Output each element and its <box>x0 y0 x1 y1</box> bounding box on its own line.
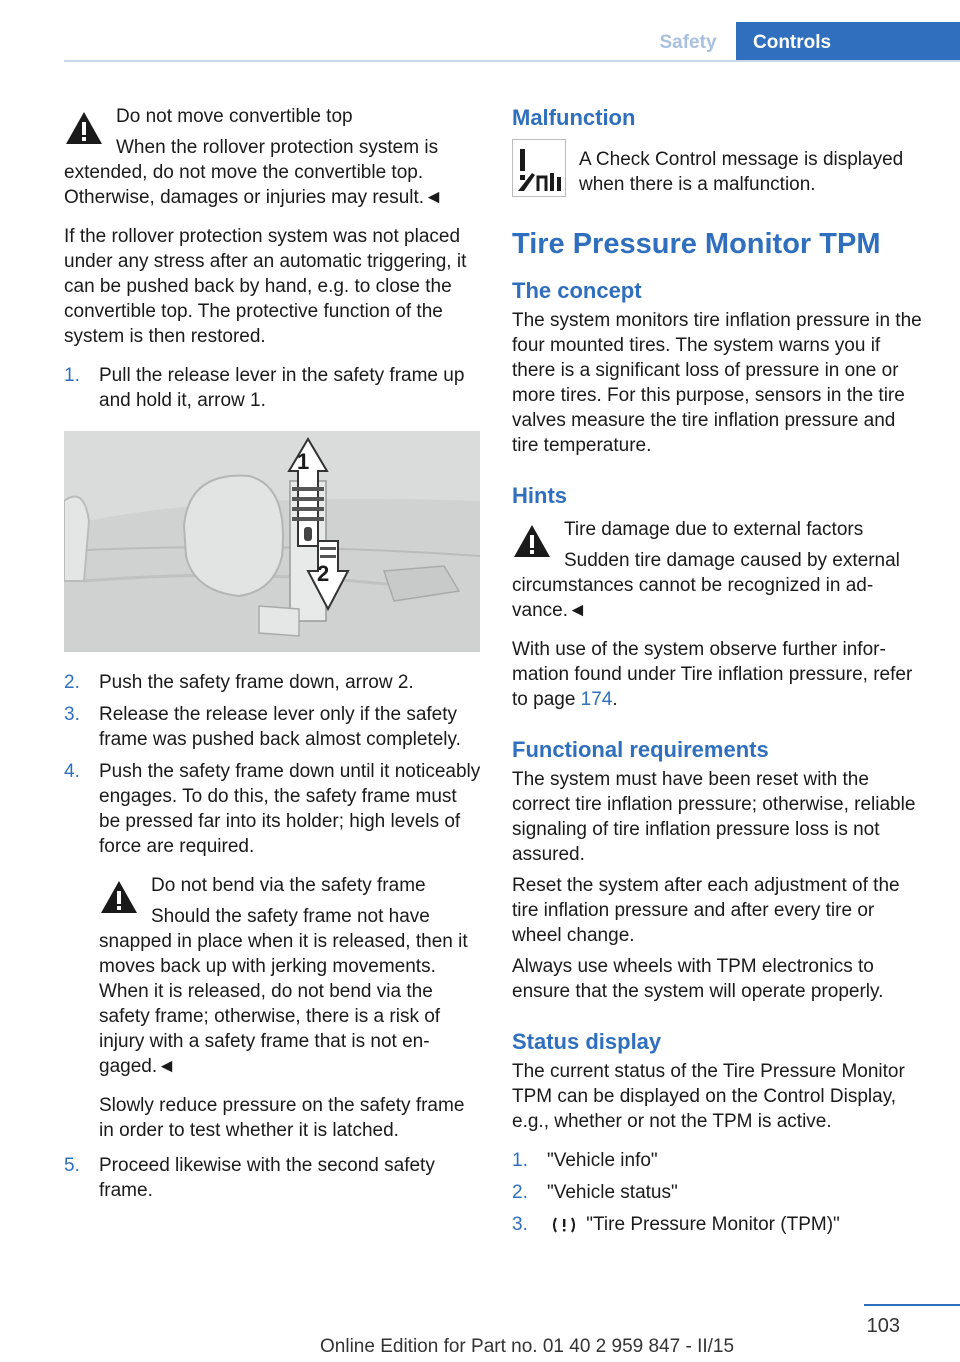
footer-rule <box>864 1304 960 1306</box>
list-item-step-5 <box>64 1153 482 1203</box>
edition-note: Online Edition for Part no. 01 40 2 959 847 - II/15 <box>320 1336 735 1357</box>
warning-triangle-icon <box>64 110 104 146</box>
step-text: Push the safety frame down, arrow 2. <box>99 672 414 693</box>
concept-text: The system monitors tire inflation pressure in the four mounted tires. The system warns you if there is a significant loss of pressure in one or more tires. For this purpose, sensors in the tire valves measure the tire inflation pressure and tire temperature. <box>512 310 922 456</box>
list-item-step-1 <box>64 363 482 413</box>
hints-text <box>512 637 924 712</box>
step-text: "Tire Pressure Monitor (TPM)" <box>586 1214 840 1235</box>
list-item <box>512 1180 924 1205</box>
warning-triangle-icon <box>99 879 139 915</box>
safety-frame-figure <box>64 431 480 652</box>
step-number: 5. <box>64 1155 80 1176</box>
paragraph-rollover: If the rollover protection system was not placed under any stress after an automatic triggering, it can be pushed back by hand, e.g. to close the convertible top. The protective function of the system is then restored. <box>64 226 467 347</box>
arrow-2-label: 2 <box>317 561 330 586</box>
header-tab-safety: Safety <box>659 32 717 53</box>
hints-heading: Hints <box>512 483 567 508</box>
functional-requirements-heading: Functional requirements <box>512 737 769 762</box>
malfunction-heading: Malfunction <box>512 105 636 130</box>
step-text: Pull the release lever in the safety frame up and hold it, arrow 1. <box>99 365 465 411</box>
page-number: 103 <box>866 1315 900 1337</box>
status-display-heading: Status display <box>512 1029 662 1054</box>
arrow-1-label: 1 <box>297 449 310 474</box>
steps-list-continued <box>64 670 482 1203</box>
step-text: Proceed likewise with the second safety frame. <box>99 1155 435 1201</box>
warning-convertible-top <box>64 104 482 210</box>
header-tab-controls: Controls <box>736 22 960 62</box>
list-item-step-4 <box>64 759 482 1143</box>
step-text: Release the release lever only if the safety frame was pushed back almost completely. <box>99 704 461 750</box>
list-item <box>512 1148 924 1173</box>
warning-bend-safety-frame <box>99 873 482 1079</box>
step-number: 3. <box>512 1214 528 1235</box>
warning-triangle-icon <box>512 523 552 559</box>
step-number: 2. <box>512 1182 528 1203</box>
concept-heading: The concept <box>512 278 642 303</box>
hints-text-end: . <box>612 689 618 710</box>
warning-title: Do not move convertible top <box>116 106 353 127</box>
step-number: 1. <box>64 365 80 386</box>
warning-body: When the rollover protection system is extended, do not move the convertible top. Otherwise, damages or injuries may result.◄ <box>64 137 443 208</box>
list-item-step-3 <box>64 702 482 752</box>
status-steps-list <box>512 1148 924 1237</box>
tire-pressure-icon <box>551 1215 577 1235</box>
step-number: 4. <box>64 761 80 782</box>
status-text: The current status of the Tire Pressure Monitor TPM can be displayed on the Control Display, e.g., whether or not the TPM is active. <box>512 1061 905 1132</box>
step-text: Push the safety frame down until it noticeably engages. To do this, the safety frame must be pressed far into its holder; high levels of force are required. <box>99 761 481 857</box>
functional-text-2: Reset the system after each adjustment of the tire inflation pressure and after every tire or wheel change. <box>512 875 900 946</box>
step-number: 1. <box>512 1150 528 1171</box>
step-number: 2. <box>64 672 80 693</box>
step-number: 3. <box>64 704 80 725</box>
warning-body: Should the safety frame not have snapped in place when it is released, then it moves back up with jerking movements. When it is released, do not bend via the safety frame; otherwise, there is a risk of injury with a safety frame that is not engaged.◄ <box>99 906 468 1077</box>
warning-tire-damage <box>512 517 924 623</box>
list-item-step-2 <box>64 670 482 695</box>
warning-body: Sudden tire damage caused by external circumstances cannot be recognized in advance.◄ <box>512 550 900 621</box>
step-note: Slowly reduce pressure on the safety frame in order to test whether it is latched. <box>99 1095 465 1141</box>
header-rule <box>64 60 960 62</box>
page-link-174[interactable]: 174 <box>580 689 613 710</box>
hints-text-body: With use of the system observe further information found under Tire inflation pressure, refer to page <box>512 639 913 710</box>
step-text: "Vehicle status" <box>547 1182 678 1203</box>
section-title: Tire Pressure Monitor TPM <box>512 228 881 260</box>
functional-text-1: The system must have been reset with the correct tire inflation pressure; otherwise, reliable signaling of tire inflation pressure loss is not assured. <box>512 769 916 865</box>
steps-list <box>64 363 482 413</box>
warning-title: Tire damage due to external factors <box>564 519 864 540</box>
right-column <box>512 104 924 1244</box>
step-text: "Vehicle info" <box>547 1150 658 1171</box>
malfunction-text: A Check Control message is displayed when there is a malfunction. <box>579 149 904 195</box>
malfunction-block <box>512 135 924 199</box>
list-item <box>512 1212 924 1237</box>
warning-title: Do not bend via the safety frame <box>151 875 426 896</box>
tire-pressure-warning-icon <box>512 139 566 197</box>
functional-text-3: Always use wheels with TPM electronics to ensure that the system will operate properly. <box>512 956 884 1002</box>
left-column <box>64 104 482 1210</box>
